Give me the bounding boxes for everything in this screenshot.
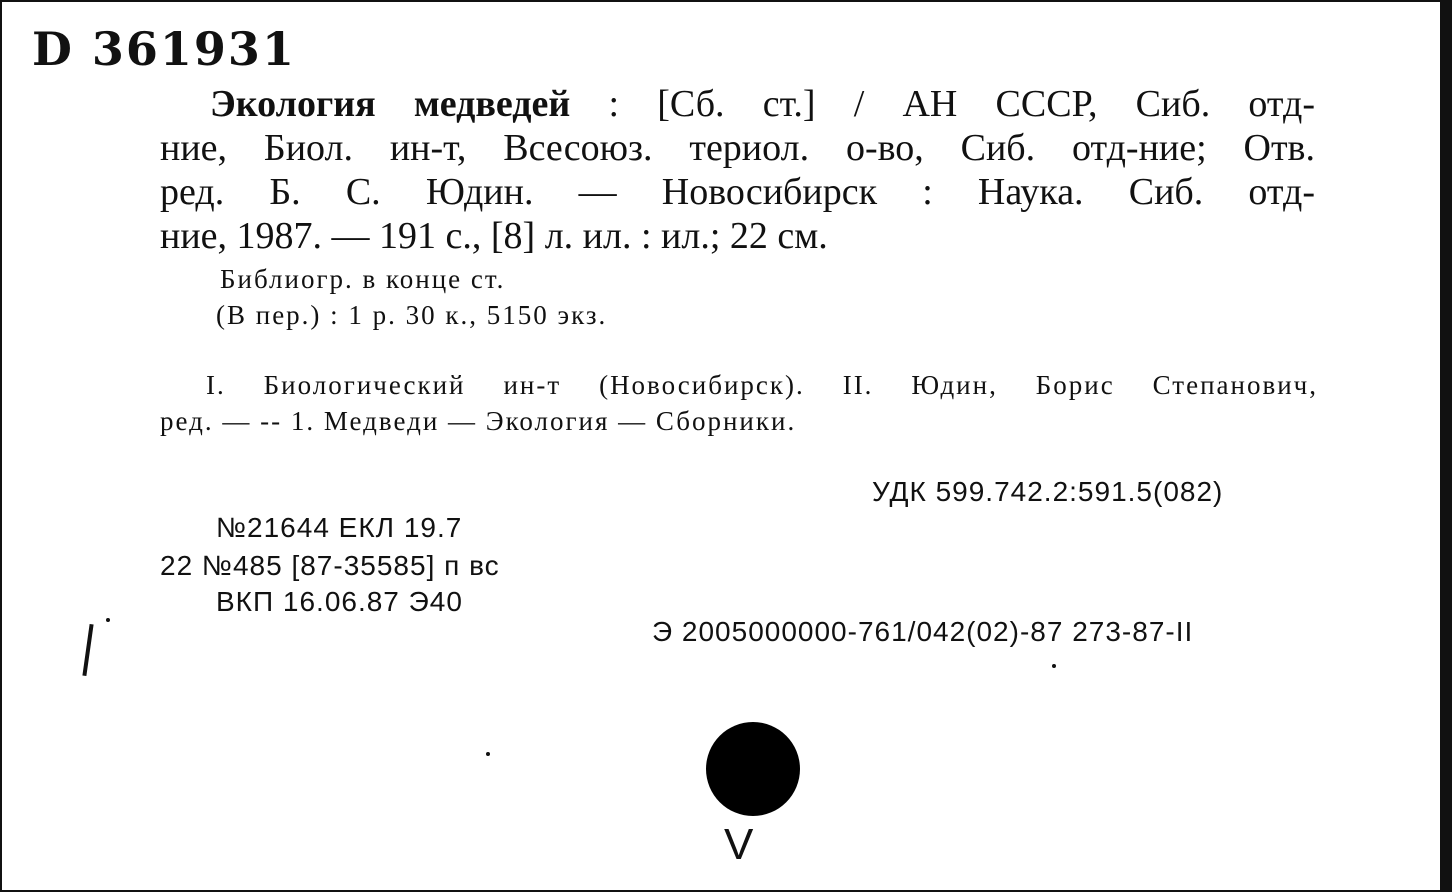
handwritten-stroke (82, 624, 93, 676)
tracing-line-1: I. Биологический ин-т (Новосибирск). II. Юдин, Борис Степанович, (206, 370, 1318, 400)
udk-code: УДК 599.742.2:591.5(082) (872, 476, 1224, 507)
punched-hole (706, 722, 800, 816)
tracing-line-2: ред. — -- 1. Медведи — Экология — Сборники. (160, 406, 797, 436)
ink-dot (486, 752, 490, 756)
description-line-2: ние, Биол. ин-т, Всесоюз. териол. о-во, Сиб. отд-ние; Отв. (160, 127, 1315, 169)
note-bibliography: Библиогр. в конце ст. (220, 264, 506, 294)
note-price: (В пер.) : 1 р. 30 к., 5150 экз. (216, 300, 608, 330)
card-edge (1440, 2, 1450, 890)
description-line-1 (210, 82, 1315, 126)
description-line-4: ние, 1987. — 191 с., [8] л. ил. : ил.; 22 см. (160, 215, 828, 257)
registration-line-2: 22 №485 [87-35585] п вс (160, 550, 500, 581)
isbn-code: Э 2005000000-761/042(02)-87 273-87-II (652, 616, 1194, 647)
book-title: Экология медведей (210, 83, 571, 125)
registration-line-1: №21644 ЕКЛ 19.7 (216, 512, 463, 543)
registration-line-3: ВКП 16.06.87 Э40 (216, 586, 463, 617)
ink-dot (1052, 664, 1056, 668)
check-mark: V (724, 820, 754, 869)
description-line-3: ред. Б. С. Юдин. — Новосибирск : Наука. Сиб. отд- (160, 171, 1315, 213)
description-line-1-rest: : [Сб. ст.] / АН СССР, Сиб. отд- (608, 83, 1315, 125)
ink-dot (106, 618, 110, 622)
shelfmark: D 361931 (32, 22, 296, 76)
